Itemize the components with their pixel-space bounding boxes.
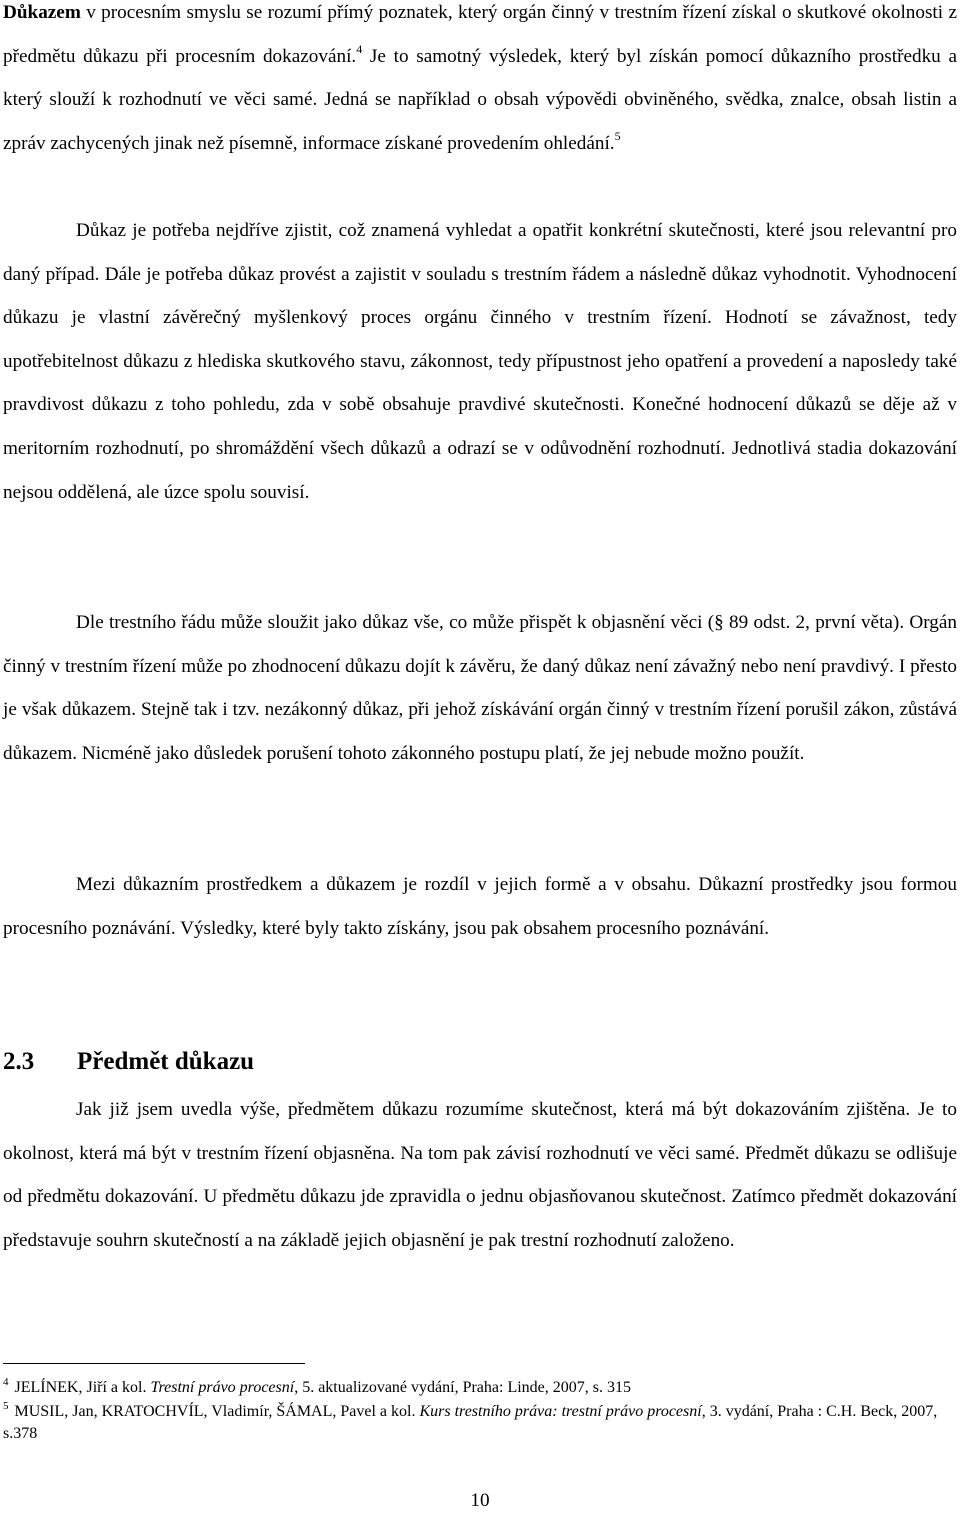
- paragraph-text: v procesním smyslu se rozumí přímý poznatek, který orgán činný v trestním řízení získal o skutkové okolnosti z předmětu důkazu při procesním dokazování.: [3, 2, 957, 67]
- section-mark: §: [714, 612, 724, 633]
- section-number: 2.3: [3, 1048, 35, 1075]
- section-heading: [3, 1040, 254, 1084]
- paragraph-means-vs-proof: Mezi důkazním prostředkem a důkazem je rozdíl v jejich formě a v obsahu. Důkazní prostředky jsou formou procesního poznávání. Výsledky, které byly takto získány, jsou pak obsahem procesního poznávání.: [3, 874, 957, 939]
- paragraph-subject-of-proof: Jak již jsem uvedla výše, předmětem důkazu rozumíme skutečnost, která má být dokazováním zjištěna. Je to okolnost, která má být v trestním řízení objasněna. Na tom pak závisí rozhodnutí ve věci samé. Předmět důkazu se odlišuje od předmětu dokazování. U předmětu důkazu jde zpravidla o jednu objasňovanou skutečnost. Zatímco předmět dokazování představuje souhrn skutečností a na základě jejich objasnění je pak trestní rozhodnutí založeno.: [3, 1099, 957, 1251]
- footnote-divider: [3, 1363, 305, 1364]
- footnote-5: [3, 1401, 953, 1444]
- paragraph-text: Je to samotný výsledek, který byl získán pomocí důkazního prostředku a který slouží k rozhodnutí ve věci samé. Jedná se například o obsah výpovědi obviněného, svědka, znalce, obsah listin a zpráv zachycených jinak než písemně, informace získané provedením ohledání.: [3, 45, 957, 154]
- footnote-4: [3, 1377, 953, 1399]
- paragraph-text: 89 odst. 2, první věta). Orgán činný v trestním řízení může po zhodnocení důkazu dojít k závěru, že daný důkaz není závažný nebo není pravdivý. I přesto je však důkazem. Stejně tak i tzv. nezákonný důkaz, při jehož získávání orgán činný v trestním řízení porušil zákon, zůstává důkazem. Nicméně jako důsledek porušení tohoto zákonného postupu platí, že jej nebude možno použít.: [3, 612, 957, 764]
- footnote-title: Kurs trestního práva: trestní právo procesní: [419, 1403, 702, 1420]
- page-number: 10: [470, 1490, 490, 1511]
- bold-term-dukazem: Důkazem: [3, 2, 81, 23]
- section-title: Předmět důkazu: [77, 1048, 255, 1075]
- footnote-ref-5[interactable]: 5: [614, 128, 621, 143]
- footnote-title: Trestní právo procesní: [150, 1379, 295, 1396]
- footnote-text: MUSIL, Jan, KRATOCHVÍL, Vladimír, ŠÁMAL, Pavel a kol.: [14, 1403, 420, 1420]
- paragraph-criminal-code: [3, 601, 957, 775]
- footnote-ref-4[interactable]: 4: [356, 41, 363, 56]
- paragraph-proof-stages: Důkaz je potřeba nejdříve zjistit, což znamená vyhledat a opatřit konkrétní skutečnosti, které jsou relevantní pro daný případ. Dále je potřeba důkaz provést a zajistit v souladu s trestním řádem a následně důkaz vyhodnotit. Vyhodnocení důkazu je vlastní závěrečný myšlenkový proces orgánu činného v trestním řízení. Hodnotí se závažnost, tedy upotřebitelnost důkazu z hlediska skutkového stavu, zákonnost, tedy přípustnost jeho opatření a provedení a naposledy také pravdivost důkazu z toho pohledu, zda v sobě obsahuje pravdivé skutečnosti. Konečné hodnocení důkazů se děje až v meritorním rozhodnutí, po shromáždění všech důkazů a odrazí se v odůvodnění rozhodnutí. Jednotlivá stadia dokazování nejsou oddělená, ale úzce spolu souvisí.: [3, 220, 957, 503]
- footnote-text: , 5. aktualizované vydání, Praha: Linde, 2007, s. 315: [294, 1379, 631, 1396]
- paragraph-proof-definition: [3, 0, 957, 165]
- footnote-text: , 3. vydání, Praha : C.H. Beck, 2007, s.378: [3, 1403, 938, 1442]
- paragraph-text: Dle trestního řádu může sloužit jako důkaz vše, co může přispět k objasnění věci (: [76, 612, 715, 633]
- footnote-text: JELÍNEK, Jiří a kol.: [14, 1379, 151, 1396]
- footnote-number: 4: [3, 1376, 9, 1388]
- footnote-number: 5: [3, 1400, 9, 1412]
